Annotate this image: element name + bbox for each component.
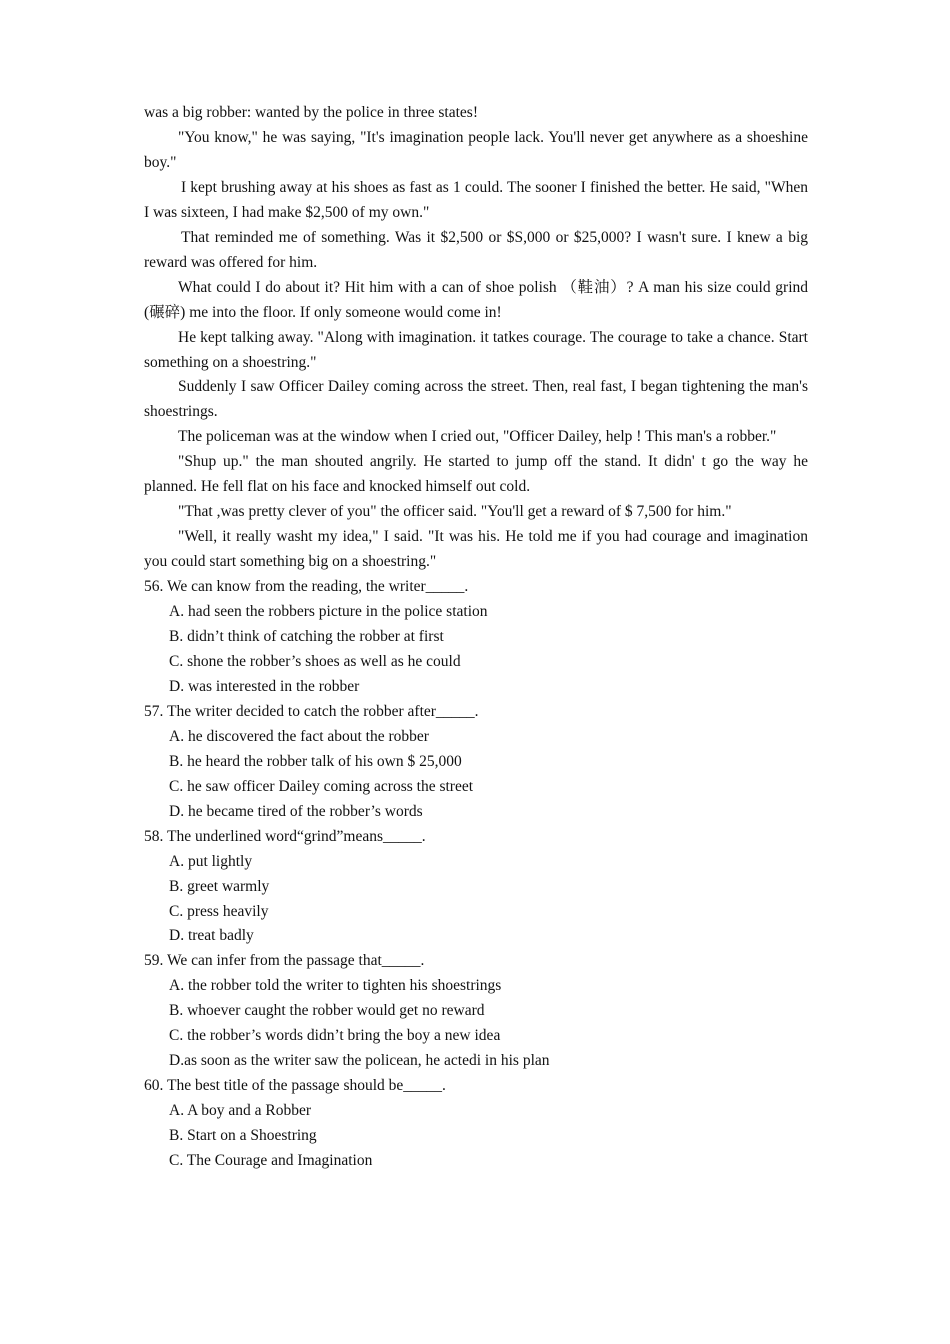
passage-paragraph: Suddenly I saw Officer Dailey coming across the street. Then, real fast, I began tightening the man's shoestrings. [144, 378, 808, 421]
passage-paragraph: "Shup up." the man shouted angrily. He started to jump off the stand. It didn' t go the way he planned. He fell flat on his face and knocked himself out cold. [144, 453, 808, 496]
question-stem: 59. We can infer from the passage that_____. [144, 952, 425, 970]
answer-option-c: C. press heavily [169, 902, 269, 920]
passage-paragraph: The policeman was at the window when I cried out, "Officer Dailey, help ! This man's a robber." [178, 428, 777, 446]
answer-option-a: A. he discovered the fact about the robber [169, 727, 429, 745]
answer-option-c: C. shone the robber’s shoes as well as he could [169, 652, 461, 670]
passage-paragraph: I kept brushing away at his shoes as fast as 1 could. The sooner I finished the better. He said, "When I was sixteen, I had make $2,500 of my own." [144, 178, 808, 221]
question-stem: 60. The best title of the passage should be_____. [144, 1077, 446, 1095]
answer-option-d: D. he became tired of the robber’s words [169, 802, 423, 820]
answer-option-d: D. was interested in the robber [169, 677, 360, 695]
passage-paragraph: What could I do about it? Hit him with a can of shoe polish （鞋油）? A man his size could grind (碾碎) me into the floor. If only someone would come in! [144, 278, 808, 321]
question-58 [144, 825, 808, 950]
passage-paragraph: "Well, it really washt my idea," I said. "It was his. He told me if you had courage and imagination you could start something big on a shoestring." [144, 528, 808, 571]
answer-option-b: B. he heard the robber talk of his own $ 25,000 [169, 752, 462, 770]
answer-option-a: A. had seen the robbers picture in the police station [169, 603, 488, 621]
answer-option-b: B. whoever caught the robber would get no reward [169, 1002, 485, 1020]
answer-option-b: B. didn’t think of catching the robber at first [169, 628, 444, 646]
answer-option-b: B. Start on a Shoestring [169, 1127, 317, 1145]
answer-option-a: A. the robber told the writer to tighten his shoestrings [169, 977, 502, 995]
question-stem: 56. We can know from the reading, the writer_____. [144, 578, 469, 596]
passage-paragraph: "You know," he was saying, "It's imagination people lack. You'll never get anywhere as a shoeshine boy." [144, 128, 808, 171]
passage-paragraph: He kept talking away. "Along with imagination. it tatkes courage. The courage to take a chance. Start something on a shoestring." [144, 328, 808, 371]
question-list [144, 575, 808, 1174]
passage-paragraph: That reminded me of something. Was it $2,500 or $S,000 or $25,000? I wasn't sure. I knew a big reward was offered for him. [144, 228, 808, 271]
document-page [144, 101, 808, 1174]
answer-option-b: B. greet warmly [169, 877, 270, 895]
answer-option-c: C. The Courage and Imagination [169, 1152, 373, 1170]
answer-option-c: C. he saw officer Dailey coming across the street [169, 777, 474, 795]
question-60 [144, 1074, 808, 1174]
passage-paragraph: "That ,was pretty clever of you" the officer said. "You'll get a reward of $ 7,500 for him." [178, 503, 732, 521]
question-stem: 58. The underlined word“grind”means_____. [144, 827, 426, 845]
passage-paragraph: was a big robber: wanted by the police in three states! [144, 104, 478, 121]
answer-option-d: D.as soon as the writer saw the policean, he actedi in his plan [169, 1052, 550, 1070]
answer-option-c: C. the robber’s words didn’t bring the boy a new idea [169, 1027, 501, 1045]
answer-option-a: A. A boy and a Robber [169, 1102, 312, 1120]
question-57 [144, 700, 808, 825]
question-stem: 57. The writer decided to catch the robber after_____. [144, 702, 479, 720]
answer-option-a: A. put lightly [169, 852, 253, 870]
question-56 [144, 575, 808, 700]
question-59 [144, 949, 808, 1074]
answer-option-d: D. treat badly [169, 927, 254, 945]
reading-passage [144, 101, 808, 575]
